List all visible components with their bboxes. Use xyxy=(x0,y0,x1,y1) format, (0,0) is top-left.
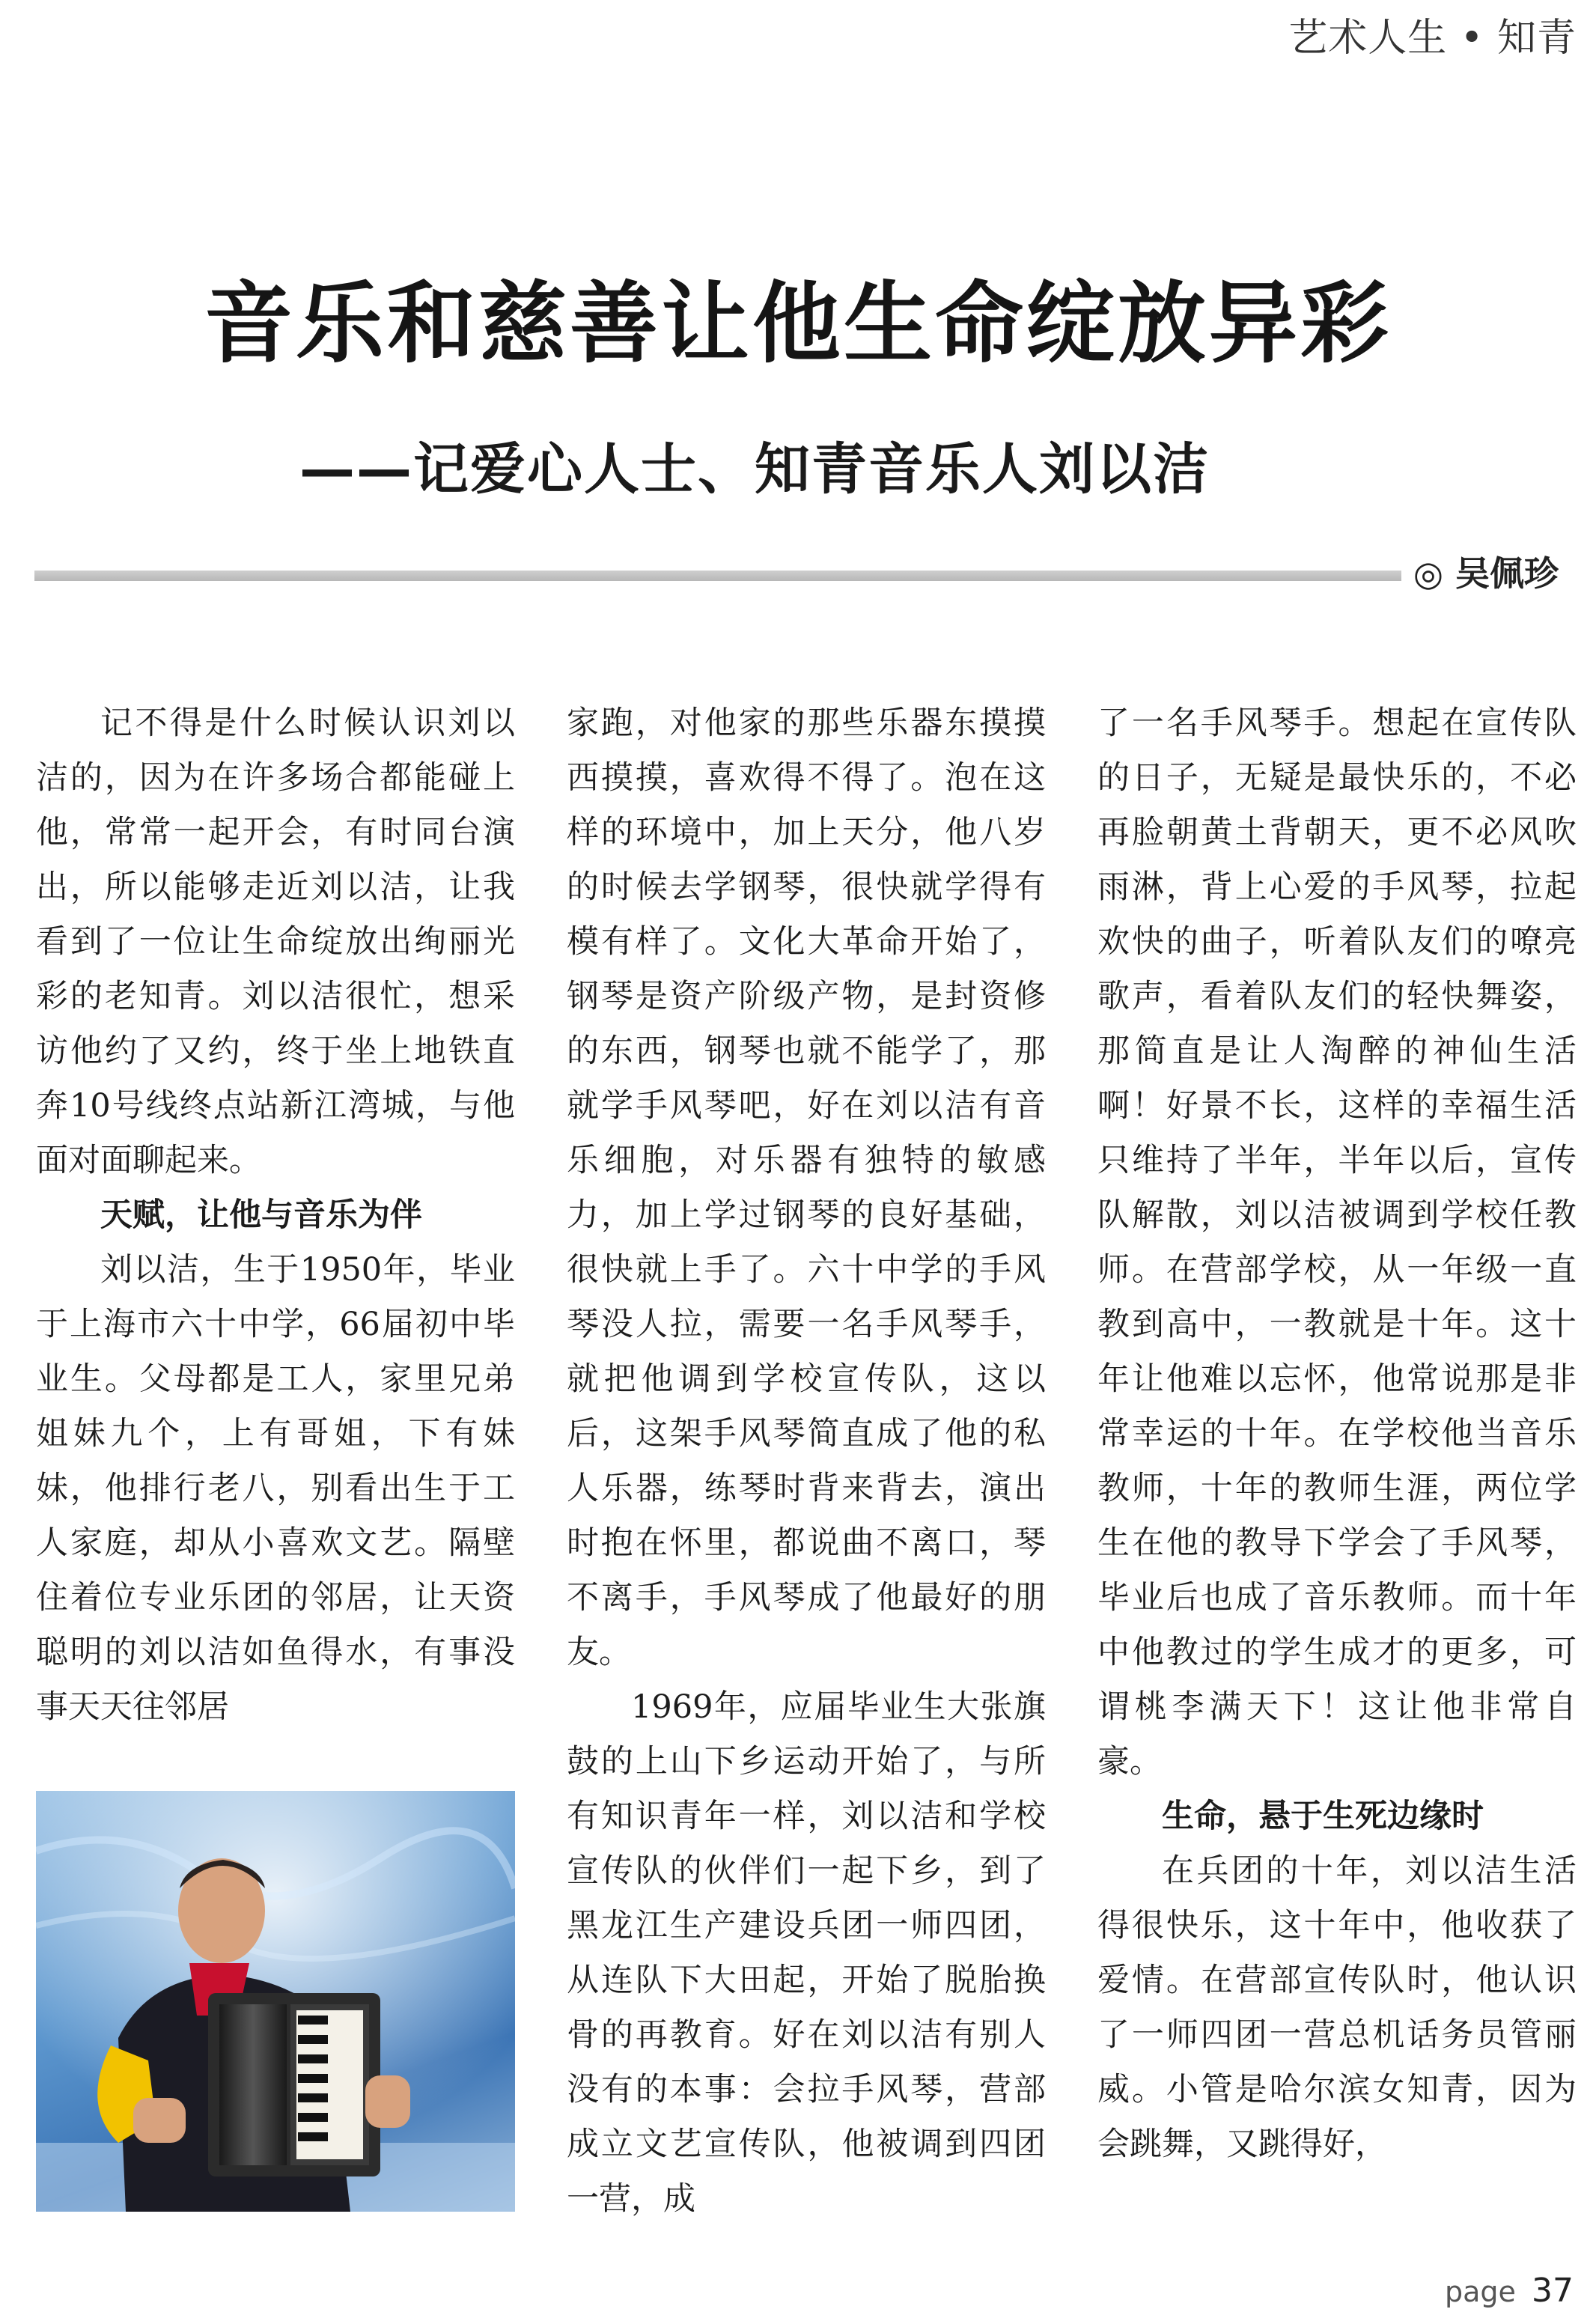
page-footer xyxy=(1445,2272,1574,2310)
author-byline: ◎ 吴佩珍 xyxy=(1413,553,1559,594)
text-column-3 xyxy=(1097,696,1577,2172)
page-number: 37 xyxy=(1532,2272,1574,2310)
body-paragraph: 1969年，应届毕业生大张旗鼓的上山下乡运动开始了，与所有知识青年一样，刘以洁和学校宣传队的伙伴们一起下乡，到了黑龙江生产建设兵团一师四团，从连队下大田起，开始了脱胎换骨的再教育。好在刘以洁有别人没有的本事：会拉手风琴，营部成立文艺宣传队，他被调到四团一营，成 xyxy=(567,1688,1046,2218)
body-paragraph: 刘以洁，生于1950年，毕业于上海市六十中学，66届初中毕业生。父母都是工人，家里兄弟姐妹九个，上有哥姐，下有妹妹，他排行老八，别看出生于工人家庭，却从小喜欢文艺。隔壁住着位专业乐团的邻居，让天资聪明的刘以洁如鱼得水，有事没事天天往邻居 xyxy=(36,1251,515,1726)
body-paragraph: 在兵团的十年，刘以洁生活得很快乐，这十年中，他收获了爱情。在营部宣传队时，他认识了一师四团一营总机话务员管丽威。小管是哈尔滨女知青，因为会跳舞，又跳得好， xyxy=(1097,1852,1577,2163)
accordion-player-photo xyxy=(36,1791,515,2212)
section-heading: 生命，悬于生死边缘时 xyxy=(1162,1798,1484,1835)
photo-illustration xyxy=(36,1791,515,2212)
article-title: 音乐和慈善让他生命绽放异彩 xyxy=(204,272,1392,375)
section-heading: 天赋，让他与音乐为伴 xyxy=(100,1196,422,1234)
title-divider xyxy=(34,571,1401,581)
article-subtitle: ——记爱心人士、知青音乐人刘以洁 xyxy=(299,437,1210,502)
section-label: 艺术人生 • 知青 xyxy=(1288,16,1577,61)
page-word: page xyxy=(1444,2275,1516,2308)
text-column-2 xyxy=(567,696,1046,2227)
body-paragraph: 记不得是什么时候认识刘以洁的，因为在许多场合都能碰上他，常常一起开会，有时同台演出，所以能够走近刘以洁，让我看到了一位让生命绽放出绚丽光彩的老知青。刘以洁很忙，想采访他约了又约，终于坐上地铁直奔10号线终点站新江湾城，与他面对面聊起来。 xyxy=(36,705,515,1179)
body-paragraph: 了一名手风琴手。想起在宣传队的日子，无疑是最快乐的，不必再脸朝黄土背朝天，更不必风吹雨淋，背上心爱的手风琴，拉起欢快的曲子，听着队友们的嘹亮歌声，看着队友们的轻快舞姿，那简直是让人淘醉的神仙生活啊！好景不长，这样的幸福生活只维持了半年，半年以后，宣传队解散，刘以洁被调到学校任教师。在营部学校，从一年级一直教到高中，一教就是十年。这十年让他难以忘怀，他常说那是非常幸运的十年。在学校他当音乐教师，十年的教师生涯，两位学生在他的教导下学会了手风琴，毕业后也成了音乐教师。而十年中他教过的学生成才的更多，可谓桃李满天下！这让他非常自豪。 xyxy=(1097,705,1577,1780)
text-column-1 xyxy=(36,696,515,1735)
body-paragraph: 家跑，对他家的那些乐器东摸摸西摸摸，喜欢得不得了。泡在这样的环境中，加上天分，他八岁的时候去学钢琴，很快就学得有模有样了。文化大革命开始了，钢琴是资产阶级产物，是封资修的东西，钢琴也就不能学了，那就学手风琴吧，好在刘以洁有音乐细胞，对乐器有独特的敏感力，加上学过钢琴的良好基础，很快就上手了。六十中学的手风琴没人拉，需要一名手风琴手，就把他调到学校宣传队，这以后，这架手风琴简直成了他的私人乐器，练琴时背来背去，演出时抱在怀里，都说曲不离口，琴不离手，手风琴成了他最好的朋友。 xyxy=(567,705,1046,1671)
